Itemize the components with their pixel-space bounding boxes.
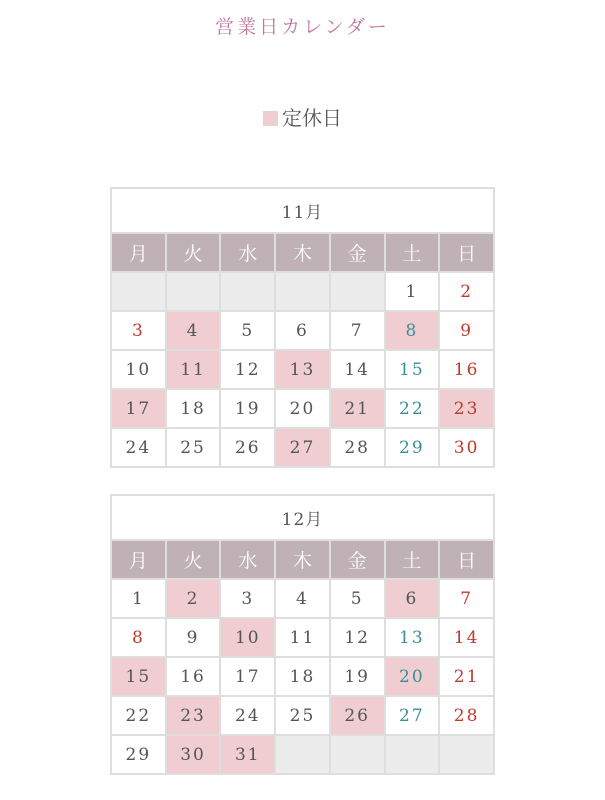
day-cell: 7 [439,579,494,618]
weekday-header: 土 [385,540,440,579]
empty-day-cell [166,272,221,311]
weekday-header: 木 [275,540,330,579]
day-cell: 26 [220,428,275,467]
empty-day-cell [330,272,385,311]
day-cell: 11 [275,618,330,657]
day-cell: 16 [166,657,221,696]
closed-day-cell: 20 [385,657,440,696]
calendar-november [110,187,495,468]
day-cell: 18 [166,389,221,428]
day-cell: 10 [111,350,166,389]
day-cell: 25 [275,696,330,735]
day-cell: 22 [111,696,166,735]
weekday-header-row [111,233,494,272]
day-cell: 28 [439,696,494,735]
week-row [111,311,494,350]
day-cell: 3 [111,311,166,350]
closed-day-cell: 31 [220,735,275,774]
page-title: 営業日カレンダー [215,16,390,38]
day-cell: 21 [439,657,494,696]
day-cell: 16 [439,350,494,389]
week-row [111,735,494,774]
day-cell: 7 [330,311,385,350]
day-cell: 17 [220,657,275,696]
day-cell: 22 [385,389,440,428]
day-cell: 15 [385,350,440,389]
day-cell: 24 [111,428,166,467]
week-row [111,618,494,657]
empty-day-cell [111,272,166,311]
closed-day-cell: 10 [220,618,275,657]
legend [0,102,605,131]
weekday-header: 日 [439,233,494,272]
month-title: 12月 [111,495,494,540]
day-cell: 4 [275,579,330,618]
weekday-header: 水 [220,233,275,272]
closed-day-cell: 11 [166,350,221,389]
closed-day-cell: 4 [166,311,221,350]
day-cell: 3 [220,579,275,618]
weekday-header: 金 [330,540,385,579]
day-cell: 19 [220,389,275,428]
day-cell: 12 [220,350,275,389]
day-cell: 28 [330,428,385,467]
calendar-december [110,494,495,775]
month-header-row [111,495,494,540]
week-row [111,272,494,311]
day-cell: 1 [111,579,166,618]
day-cell: 5 [220,311,275,350]
day-cell: 12 [330,618,385,657]
week-row [111,350,494,389]
week-row [111,696,494,735]
closed-day-cell: 21 [330,389,385,428]
empty-day-cell [439,735,494,774]
day-cell: 24 [220,696,275,735]
day-cell: 14 [439,618,494,657]
closed-day-cell: 8 [385,311,440,350]
closed-day-cell: 27 [275,428,330,467]
closed-day-cell: 23 [439,389,494,428]
day-cell: 9 [166,618,221,657]
day-cell: 30 [439,428,494,467]
week-row [111,579,494,618]
weekday-header-row [111,540,494,579]
empty-day-cell [330,735,385,774]
week-row [111,657,494,696]
day-cell: 25 [166,428,221,467]
day-cell: 14 [330,350,385,389]
month-title: 11月 [111,188,494,233]
weekday-header: 火 [166,540,221,579]
week-row [111,428,494,467]
day-cell: 27 [385,696,440,735]
day-cell: 9 [439,311,494,350]
closed-day-cell: 26 [330,696,385,735]
day-cell: 18 [275,657,330,696]
closed-day-cell: 23 [166,696,221,735]
week-row [111,389,494,428]
empty-day-cell [275,272,330,311]
month-header-row [111,188,494,233]
empty-day-cell [385,735,440,774]
day-cell: 2 [439,272,494,311]
day-cell: 29 [385,428,440,467]
weekday-header: 水 [220,540,275,579]
empty-day-cell [275,735,330,774]
weekday-header: 月 [111,233,166,272]
closed-day-cell: 17 [111,389,166,428]
weekday-header: 火 [166,233,221,272]
weekday-header: 土 [385,233,440,272]
day-cell: 5 [330,579,385,618]
closed-day-swatch [263,111,278,126]
day-cell: 13 [385,618,440,657]
closed-day-cell: 30 [166,735,221,774]
empty-day-cell [220,272,275,311]
day-cell: 19 [330,657,385,696]
closed-day-cell: 13 [275,350,330,389]
weekday-header: 月 [111,540,166,579]
closed-day-cell: 15 [111,657,166,696]
legend-label: 定休日 [282,106,342,130]
closed-day-cell: 6 [385,579,440,618]
day-cell: 6 [275,311,330,350]
closed-day-cell: 2 [166,579,221,618]
day-cell: 1 [385,272,440,311]
weekday-header: 金 [330,233,385,272]
weekday-header: 木 [275,233,330,272]
day-cell: 8 [111,618,166,657]
day-cell: 20 [275,389,330,428]
weekday-header: 日 [439,540,494,579]
day-cell: 29 [111,735,166,774]
